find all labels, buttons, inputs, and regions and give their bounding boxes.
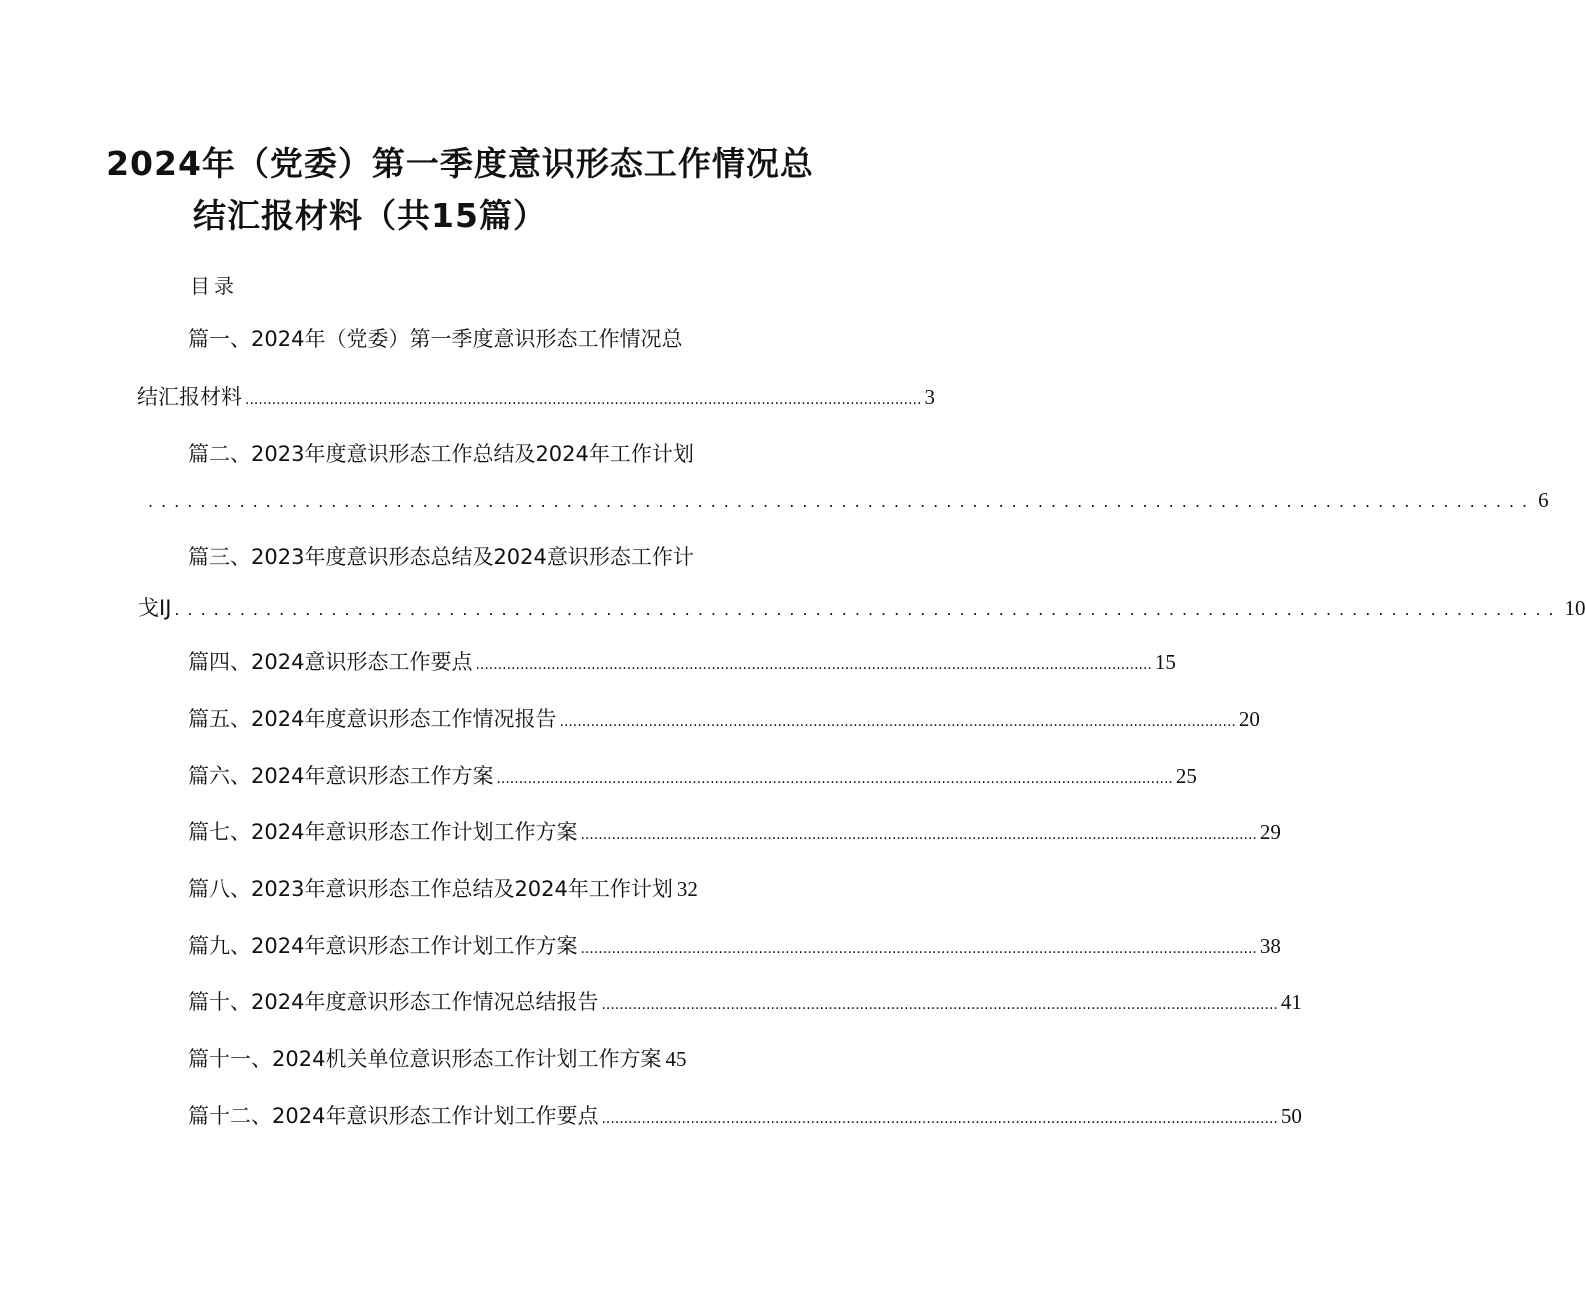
toc-entry-10-page: 41 [1280,990,1302,1014]
toc-entry-11[interactable] [188,1043,686,1073]
toc-entry-1-row[interactable] [137,381,935,411]
toc-entry-6-title: 篇六、2024年意识形态工作方案 [188,764,494,788]
toc-entry-9-page: 38 [1259,934,1281,958]
leader-dots: ........................................................................................................................................................ [601,997,1278,1013]
leader-dots: ........................................................................................................................................................ [559,714,1236,730]
toc-entry-3-title[interactable]: 篇三、2023年度意识形态总结及2024意识形态工作计 [188,545,694,569]
toc-entry-1-continuation: 结汇报材料 [137,385,242,409]
toc-entry-6-page: 25 [1175,764,1197,788]
toc-entry-3-continuation: 戈IJ [138,596,172,620]
toc-entry-5-title: 篇五、2024年度意识形态工作情况报告 [188,707,557,731]
toc-entry-2-row[interactable] [145,488,1549,513]
leader-dots: .......................................................................................................... [148,492,1536,511]
toc-entry-12-page: 50 [1280,1104,1302,1128]
toc-entry-10[interactable] [188,986,1302,1016]
toc-entry-11-page: 45 [665,1047,687,1071]
toc-entry-5-page: 20 [1238,707,1260,731]
toc-entry-4-title: 篇四、2024意识形态工作要点 [188,650,473,674]
toc-entry-4[interactable] [188,646,1176,676]
leader-dots: ........................................................................................................................................................ [580,941,1257,957]
leader-dots: .......................................................................................................... [174,600,1562,619]
toc-entry-8-title: 篇八、2023年意识形态工作总结及2024年工作计划 [188,877,673,901]
toc-entry-7-page: 29 [1259,820,1281,844]
toc-entry-11-title: 篇十一、2024机关单位意识形态工作计划工作方案 [188,1047,662,1071]
toc-entry-2-title[interactable]: 篇二、2023年度意识形态工作总结及2024年工作计划 [188,442,694,466]
toc-entry-12[interactable] [188,1100,1302,1130]
toc-entry-8[interactable] [188,873,698,903]
leader-dots: ........................................................................................................................................................ [245,392,922,408]
toc-entry-9-title: 篇九、2024年意识形态工作计划工作方案 [188,934,578,958]
toc-entry-10-title: 篇十、2024年度意识形态工作情况总结报告 [188,990,599,1014]
document-title-line-2: 结汇报材料（共15篇） [193,196,547,235]
toc-entry-3-page: 10 [1564,596,1586,620]
toc-heading: 目录 [190,274,238,298]
toc-entry-9[interactable] [188,930,1281,960]
leader-dots: ........................................................................................................................................................ [496,771,1173,787]
toc-entry-12-title: 篇十二、2024年意识形态工作计划工作要点 [188,1104,599,1128]
toc-entry-8-page: 32 [676,877,698,901]
toc-entry-1-page: 3 [924,385,935,409]
document-title-line-1: 2024年（党委）第一季度意识形态工作情况总 [106,144,814,183]
leader-dots: ........................................................................................................................................................ [475,657,1152,673]
leader-dots: ........................................................................................................................................................ [580,827,1257,843]
toc-entry-2-page: 6 [1538,488,1549,512]
toc-entry-7-title: 篇七、2024年意识形态工作计划工作方案 [188,820,578,844]
leader-dots: ........................................................................................................................................................ [601,1111,1278,1127]
toc-entry-4-page: 15 [1154,650,1176,674]
toc-entry-7[interactable] [188,816,1281,846]
toc-entry-1-title[interactable]: 篇一、2024年（党委）第一季度意识形态工作情况总 [188,327,683,351]
toc-entry-5[interactable] [188,703,1260,733]
toc-entry-6[interactable] [188,760,1197,790]
toc-entry-3-row[interactable] [138,592,1586,622]
